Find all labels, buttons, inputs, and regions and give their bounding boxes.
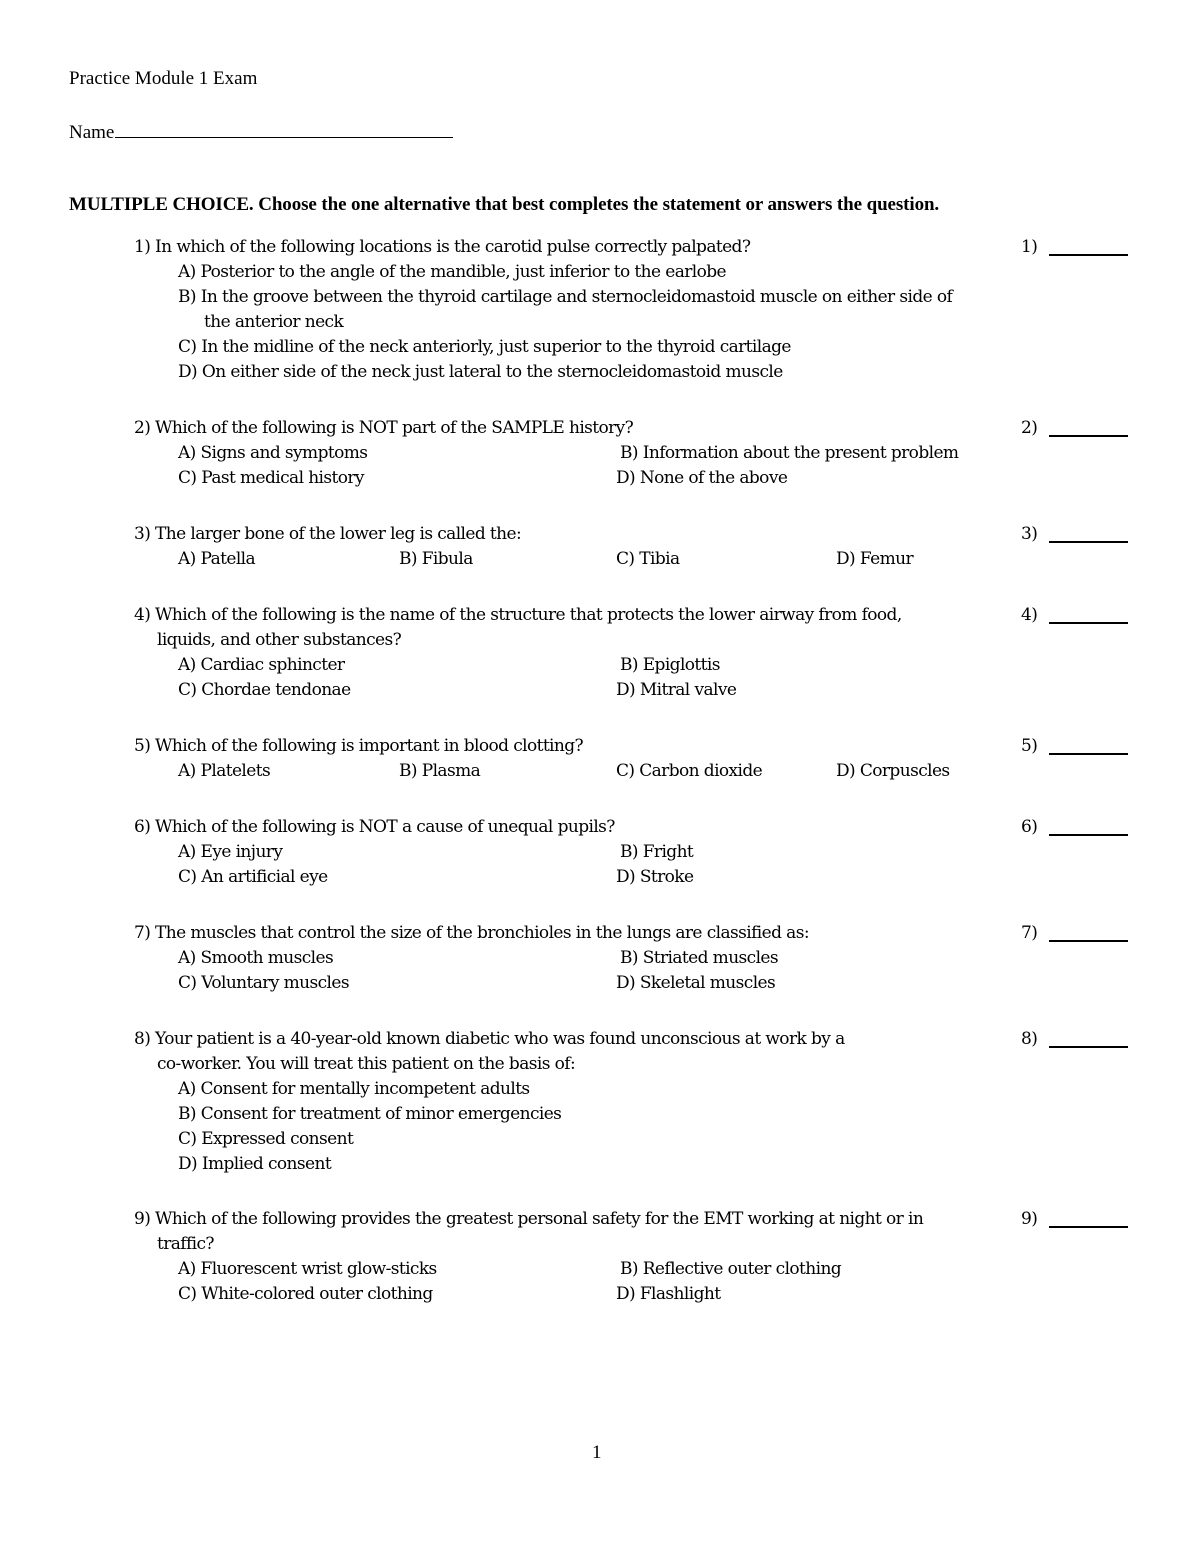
question-9-option-c: C) White-colored outer clothing bbox=[178, 1284, 433, 1304]
question-7-options-row-2 bbox=[134, 971, 1014, 996]
question-4-stem: 4) Which of the following is the name of the structure that protects the lower airway from food, bbox=[134, 605, 902, 625]
name-blank-line[interactable] bbox=[115, 119, 453, 138]
question-5-option-a: A) Platelets bbox=[178, 761, 271, 781]
answer-blank-4[interactable] bbox=[1021, 603, 1131, 628]
question-7-option-b: B) Striated muscles bbox=[620, 948, 779, 968]
question-9-options-row-2 bbox=[134, 1282, 1014, 1307]
question-3-stem: 3) The larger bone of the lower leg is called the: bbox=[134, 524, 522, 544]
answer-blank-7[interactable] bbox=[1021, 921, 1131, 946]
question-6-options-row-2 bbox=[134, 865, 1014, 890]
question-1-option-a: A) Posterior to the angle of the mandible, just inferior to the earlobe bbox=[178, 262, 727, 282]
answer-line-4[interactable] bbox=[1049, 622, 1128, 624]
question-4-options-row-2 bbox=[134, 678, 1014, 703]
question-3-option-b: B) Fibula bbox=[399, 549, 473, 569]
question-9-option-b: B) Reflective outer clothing bbox=[620, 1259, 842, 1279]
question-4-option-a: A) Cardiac sphincter bbox=[178, 655, 345, 675]
answer-number-3: 3) bbox=[1021, 524, 1038, 544]
question-2-stem: 2) Which of the following is NOT part of the SAMPLE history? bbox=[134, 418, 634, 438]
question-6 bbox=[134, 815, 1014, 890]
question-9-option-d: D) Flashlight bbox=[616, 1284, 721, 1304]
question-9-stem: 9) Which of the following provides the greatest personal safety for the EMT working at night or in bbox=[134, 1209, 924, 1229]
question-7-option-a: A) Smooth muscles bbox=[178, 948, 334, 968]
answer-blank-3[interactable] bbox=[1021, 522, 1131, 547]
question-3-options-row bbox=[134, 547, 1014, 572]
question-7-options-row-1 bbox=[134, 946, 1014, 971]
answer-number-1: 1) bbox=[1021, 237, 1038, 257]
question-3-option-d: D) Femur bbox=[836, 549, 913, 569]
question-7-option-c: C) Voluntary muscles bbox=[178, 973, 349, 993]
answer-blank-5[interactable] bbox=[1021, 734, 1131, 759]
question-1-stem: 1) In which of the following locations is the carotid pulse correctly palpated? bbox=[134, 237, 751, 257]
question-6-option-a: A) Eye injury bbox=[178, 842, 283, 862]
exam-title: Practice Module 1 Exam bbox=[69, 68, 258, 89]
question-5-options-row bbox=[134, 759, 1014, 784]
answer-number-5: 5) bbox=[1021, 736, 1038, 756]
name-label: Name bbox=[69, 122, 115, 143]
question-9-options-row-1 bbox=[134, 1257, 1014, 1282]
question-8-option-d: D) Implied consent bbox=[178, 1154, 332, 1174]
question-6-option-b: B) Fright bbox=[620, 842, 694, 862]
question-2-options-row-2 bbox=[134, 466, 1014, 491]
answer-blank-6[interactable] bbox=[1021, 815, 1131, 840]
question-2-option-b: B) Information about the present problem bbox=[620, 443, 959, 463]
question-1 bbox=[134, 235, 1014, 385]
question-1-option-d: D) On either side of the neck just lateral to the sternocleidomastoid muscle bbox=[178, 362, 783, 382]
question-7 bbox=[134, 921, 1014, 996]
question-8-option-b: B) Consent for treatment of minor emergencies bbox=[178, 1104, 562, 1124]
page-number: 1 bbox=[592, 1442, 602, 1463]
question-5-option-c: C) Carbon dioxide bbox=[616, 761, 763, 781]
question-8-stem: 8) Your patient is a 40-year-old known diabetic who was found unconscious at work by a bbox=[134, 1029, 845, 1049]
question-2-options-row-1 bbox=[134, 441, 1014, 466]
answer-line-2[interactable] bbox=[1049, 435, 1128, 437]
answer-blank-8[interactable] bbox=[1021, 1027, 1131, 1052]
question-3-option-a: A) Patella bbox=[178, 549, 256, 569]
answer-number-9: 9) bbox=[1021, 1209, 1038, 1229]
question-8-stem-continued: co-worker. You will treat this patient on the basis of: bbox=[157, 1054, 576, 1074]
question-2 bbox=[134, 416, 1014, 491]
question-1-option-c: C) In the midline of the neck anteriorly, just superior to the thyroid cartilage bbox=[178, 337, 791, 357]
question-5-option-b: B) Plasma bbox=[399, 761, 481, 781]
answer-number-4: 4) bbox=[1021, 605, 1038, 625]
question-7-option-d: D) Skeletal muscles bbox=[616, 973, 776, 993]
question-6-options-row-1 bbox=[134, 840, 1014, 865]
question-6-option-d: D) Stroke bbox=[616, 867, 694, 887]
question-3 bbox=[134, 522, 1014, 572]
question-3-option-c: C) Tibia bbox=[616, 549, 680, 569]
name-field-row bbox=[69, 119, 453, 144]
question-5 bbox=[134, 734, 1014, 784]
question-1-option-b: B) In the groove between the thyroid cartilage and sternocleidomastoid muscle on either side of bbox=[178, 287, 953, 307]
answer-blank-9[interactable] bbox=[1021, 1207, 1131, 1232]
answer-line-9[interactable] bbox=[1049, 1226, 1128, 1228]
answer-blank-1[interactable] bbox=[1021, 235, 1131, 260]
answer-number-7: 7) bbox=[1021, 923, 1038, 943]
answer-line-3[interactable] bbox=[1049, 541, 1128, 543]
answer-line-7[interactable] bbox=[1049, 940, 1128, 942]
question-4-option-b: B) Epiglottis bbox=[620, 655, 720, 675]
question-8-option-c: C) Expressed consent bbox=[178, 1129, 354, 1149]
question-7-stem: 7) The muscles that control the size of the bronchioles in the lungs are classified as: bbox=[134, 923, 809, 943]
question-5-option-d: D) Corpuscles bbox=[836, 761, 950, 781]
question-8 bbox=[134, 1027, 1014, 1177]
question-2-option-d: D) None of the above bbox=[616, 468, 788, 488]
section-instructions: MULTIPLE CHOICE. Choose the one alternative that best completes the statement or answers the question. bbox=[69, 194, 940, 215]
answer-blank-2[interactable] bbox=[1021, 416, 1131, 441]
question-9-stem-continued: traffic? bbox=[157, 1234, 214, 1254]
answer-number-8: 8) bbox=[1021, 1029, 1038, 1049]
answer-line-1[interactable] bbox=[1049, 254, 1128, 256]
question-4 bbox=[134, 603, 1014, 703]
question-4-stem-continued: liquids, and other substances? bbox=[157, 630, 402, 650]
question-4-options-row-1 bbox=[134, 653, 1014, 678]
question-2-option-c: C) Past medical history bbox=[178, 468, 364, 488]
answer-number-6: 6) bbox=[1021, 817, 1038, 837]
question-6-option-c: C) An artificial eye bbox=[178, 867, 328, 887]
question-1-option-b-continued: the anterior neck bbox=[204, 312, 344, 332]
answer-line-5[interactable] bbox=[1049, 753, 1128, 755]
question-6-stem: 6) Which of the following is NOT a cause of unequal pupils? bbox=[134, 817, 615, 837]
question-4-option-c: C) Chordae tendonae bbox=[178, 680, 351, 700]
question-8-option-a: A) Consent for mentally incompetent adults bbox=[178, 1079, 530, 1099]
question-2-option-a: A) Signs and symptoms bbox=[178, 443, 368, 463]
question-5-stem: 5) Which of the following is important in blood clotting? bbox=[134, 736, 584, 756]
question-9-option-a: A) Fluorescent wrist glow-sticks bbox=[178, 1259, 437, 1279]
answer-line-6[interactable] bbox=[1049, 834, 1128, 836]
answer-line-8[interactable] bbox=[1049, 1046, 1128, 1048]
question-9 bbox=[134, 1207, 1014, 1307]
question-4-option-d: D) Mitral valve bbox=[616, 680, 737, 700]
answer-number-2: 2) bbox=[1021, 418, 1038, 438]
